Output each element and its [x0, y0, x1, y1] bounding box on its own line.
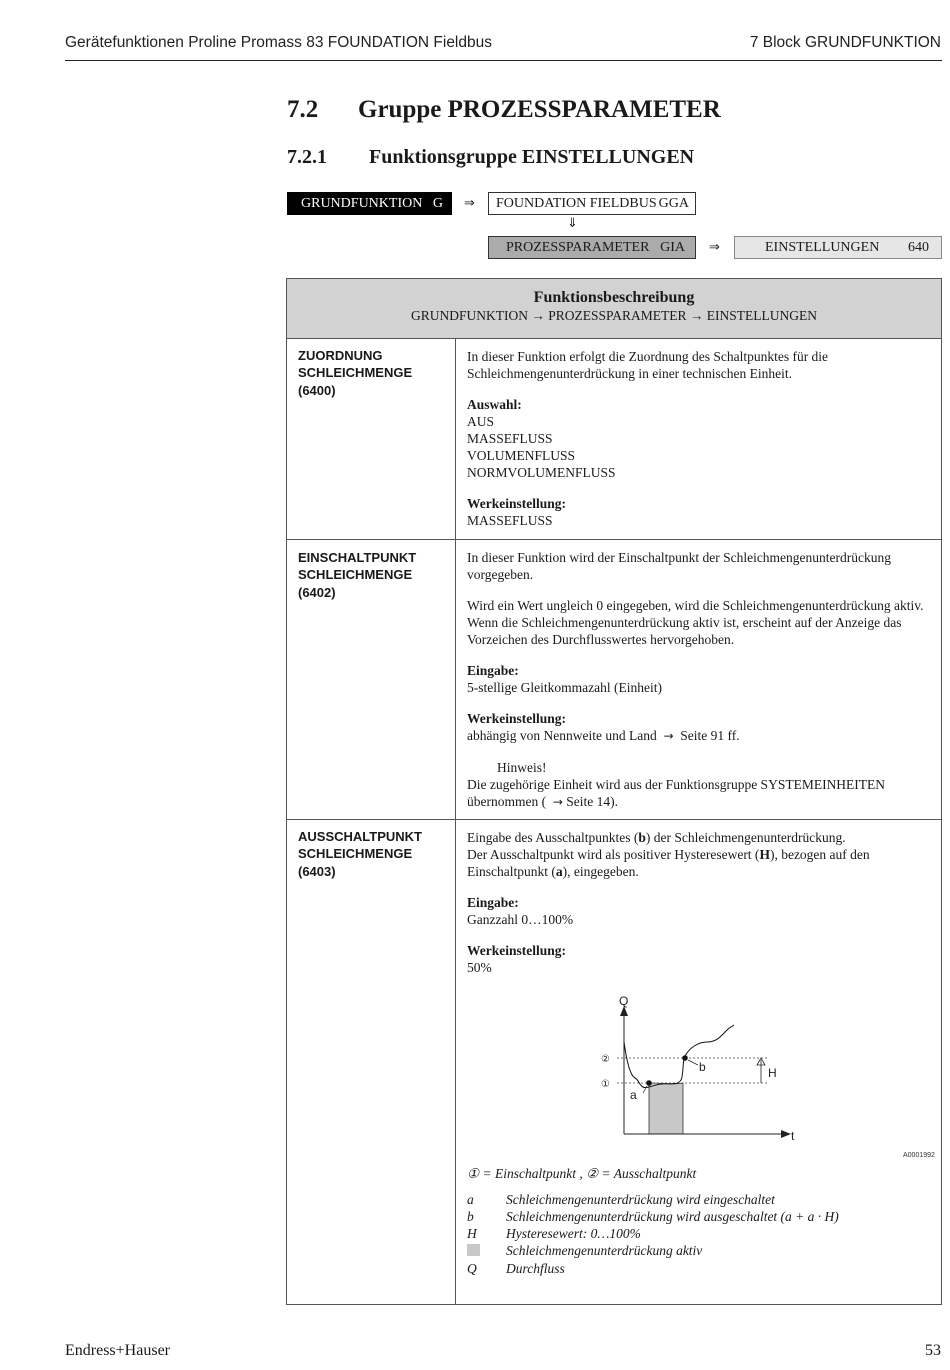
description-text: Wird ein Wert ungleich 0 eingegeben, wird die Schleichmengenunterdrückung aktiv. Wenn die Schleichmengenunterdrückung aktiv ist, erscheint auf der Anzeige das Vorzeichen des Durchflusswertes hervorgehoben.	[467, 598, 924, 647]
footer-brand: Endress+Hauser	[65, 1342, 170, 1359]
nav-arrow-right-icon: ⇒	[464, 196, 475, 211]
flow-curve	[624, 1025, 734, 1088]
werkeinstellung-value: abhängig von Nennweite und Land	[467, 728, 657, 743]
label-a: a	[630, 1088, 637, 1102]
werkeinstellung-label: Werkeinstellung:	[467, 711, 567, 726]
row-label-6403: AUSSCHALTPUNKT SCHLEICHMENGE (6403)	[298, 829, 422, 879]
legend-item: b Schleichmengenunterdrückung wird ausgeschaltet (a + a · H)	[467, 1209, 839, 1224]
table-path: GRUNDFUNKTION → PROZESSPARAMETER → EINSTELLUNGEN	[410, 308, 817, 323]
y-axis-label: Q	[619, 994, 629, 1008]
option-item: AUS	[467, 414, 495, 429]
function-description-table	[286, 278, 942, 1305]
hint-text: Die zugehörige Einheit wird aus der Funktionsgruppe SYSTEMEINHEITEN übernommen (	[467, 777, 886, 809]
gray-swatch-icon	[467, 1244, 480, 1256]
section-title: Gruppe PROZESSPARAMETER	[358, 96, 721, 123]
hysteresis-diagram	[587, 994, 797, 1144]
nav-arrow-right-icon: ⇒	[709, 240, 720, 255]
nav-group-prozessparameter: PROZESSPARAMETER GIA	[488, 236, 696, 259]
option-item: MASSEFLUSS	[467, 431, 553, 446]
row-description-6402	[467, 549, 935, 825]
werkeinstellung-value: MASSEFLUSS	[467, 513, 553, 528]
running-header-chapter: 7 Block GRUNDFUNKTION	[749, 34, 941, 51]
legend-item: a Schleichmengenunterdrückung wird eingeschaltet	[467, 1192, 775, 1207]
header-rule	[65, 60, 942, 61]
arrow-right-icon: →	[552, 795, 563, 809]
subsection-number: 7.2.1	[287, 146, 327, 168]
arrow-right-icon: →	[663, 729, 674, 743]
label-h: H	[768, 1066, 777, 1080]
subsection-heading	[287, 146, 694, 169]
eingabe-label: Eingabe:	[467, 663, 519, 678]
eingabe-value: 5-stellige Gleitkommazahl (Einheit)	[467, 680, 662, 695]
figure-code: A0001992	[903, 1152, 935, 1159]
page-number: 53	[925, 1342, 941, 1359]
subsection-title: Funktionsgruppe EINSTELLUNGEN	[369, 146, 695, 168]
row-description-6400	[467, 348, 935, 543]
legend-item: H Hysteresewert: 0…100%	[467, 1226, 641, 1241]
auswahl-label: Auswahl:	[467, 397, 522, 412]
werkeinstellung-label: Werkeinstellung:	[467, 943, 567, 958]
column-divider	[455, 339, 456, 1304]
eingabe-value: Ganzzahl 0…100%	[467, 912, 574, 927]
eingabe-label: Eingabe:	[467, 895, 519, 910]
point-a	[646, 1080, 652, 1086]
description-text: In dieser Funktion wird der Einschaltpunkt der Schleichmengenunterdrückung vorgegeben.	[467, 550, 892, 582]
figure-legend	[467, 1191, 937, 1277]
mark-ausschaltpunkt: ②	[601, 1054, 610, 1065]
section-heading	[287, 96, 721, 124]
active-region	[649, 1083, 683, 1134]
legend-marks: ① = Einschaltpunkt , ② = Ausschaltpunkt	[467, 1166, 697, 1181]
point-b	[682, 1055, 688, 1061]
label-b: b	[699, 1060, 706, 1074]
description-text: In dieser Funktion erfolgt die Zuordnung des Schaltpunktes für die Schleichmengenunterdrückung in einer technischen Einheit.	[467, 349, 829, 381]
werkeinstellung-label: Werkeinstellung:	[467, 496, 567, 511]
table-header	[287, 279, 941, 339]
hint-label: Hinweis!	[497, 760, 547, 775]
option-item: VOLUMENFLUSS	[467, 448, 576, 463]
leader-b	[688, 1060, 698, 1065]
x-axis-arrowhead	[781, 1130, 791, 1138]
nav-function-group-einstellungen: EINSTELLUNGEN 640	[734, 236, 942, 259]
table-title: Funktionsbeschreibung	[533, 289, 695, 306]
legend-item: Q Durchfluss	[467, 1261, 565, 1276]
nav-block-grundfunktion: GRUNDFUNKTION G	[287, 192, 452, 215]
row-label-6400: ZUORDNUNG SCHLEICHMENGE (6400)	[298, 348, 413, 398]
page-reference: Seite 91 ff.	[680, 728, 740, 743]
row-description-6403: Eingabe des Ausschaltpunktes (b) der Schleichmengenunterdrückung. Der Ausschaltpunkt wird als positiver Hysteresewert (H), bezogen auf den Einschaltpunkt (a), eingegeben. Eingabe: Ganzzahl 0…100% Werkeinstellung: 50%	[467, 829, 935, 990]
werkeinstellung-value: 50%	[467, 960, 492, 975]
option-item: NORMVOLUMENFLUSS	[467, 465, 616, 480]
mark-einschaltpunkt: ①	[601, 1079, 610, 1090]
legend-item: Schleichmengenunterdrückung aktiv	[467, 1242, 937, 1260]
section-number: 7.2	[287, 96, 319, 123]
nav-block-foundation-fieldbus: FOUNDATION FIELDBUS GGA	[488, 192, 696, 215]
x-axis-label: t	[791, 1129, 795, 1143]
row-label-6402: EINSCHALTPUNKT SCHLEICHMENGE (6402)	[298, 550, 417, 600]
page-reference: Seite 14).	[566, 794, 619, 809]
running-header-title: Gerätefunktionen Proline Promass 83 FOUNDATION Fieldbus	[65, 34, 492, 51]
nav-arrow-down-icon: ⇓	[567, 216, 578, 231]
